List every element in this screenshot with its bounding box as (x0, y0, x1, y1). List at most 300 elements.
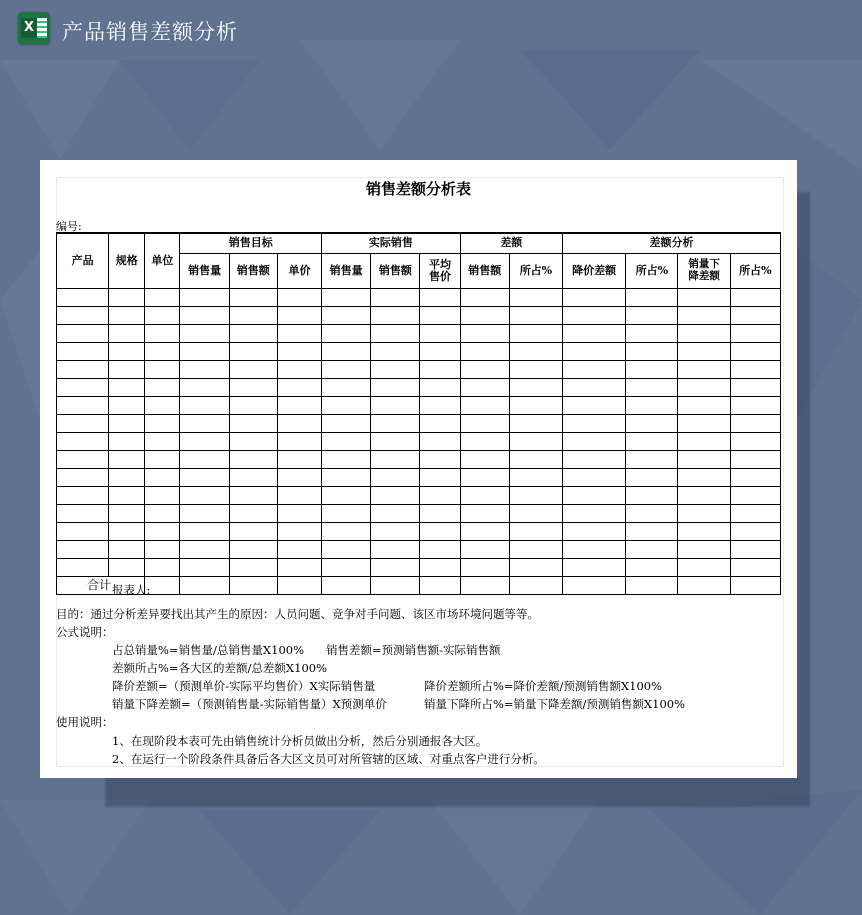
table-cell (145, 523, 180, 541)
table-cell (277, 325, 321, 343)
table-cell (145, 289, 180, 307)
table-row (57, 325, 781, 343)
table-cell (109, 343, 145, 361)
table-cell (678, 361, 730, 379)
table-cell (145, 541, 180, 559)
table-cell (229, 577, 277, 595)
table-cell (460, 361, 509, 379)
table-cell (509, 469, 562, 487)
table-cell (229, 325, 277, 343)
table-cell (626, 379, 678, 397)
table-cell (509, 307, 562, 325)
table-cell (229, 451, 277, 469)
table-cell (460, 451, 509, 469)
table-cell (322, 343, 371, 361)
usage-line: 2、在运行一个阶段条件具备后各大区文员可对所管辖的区域、对重点客户进行分析。 (112, 752, 545, 766)
table-cell (420, 559, 460, 577)
table-cell (420, 289, 460, 307)
table-cell (277, 505, 321, 523)
table-cell (626, 397, 678, 415)
sales-variance-table (56, 232, 781, 595)
table-cell (371, 505, 420, 523)
table-cell (509, 343, 562, 361)
table-cell (371, 487, 420, 505)
table-cell (57, 397, 109, 415)
table-cell (678, 487, 730, 505)
table-cell (460, 343, 509, 361)
table-cell (277, 415, 321, 433)
table-cell (109, 523, 145, 541)
table-cell (678, 289, 730, 307)
table-cell (460, 289, 509, 307)
table-cell (420, 487, 460, 505)
table-cell (509, 397, 562, 415)
table-cell (371, 577, 420, 595)
table-cell (109, 541, 145, 559)
table-cell (109, 433, 145, 451)
table-cell (180, 469, 229, 487)
table-row (57, 541, 781, 559)
table-cell (145, 487, 180, 505)
table-cell (730, 325, 780, 343)
table-cell (420, 343, 460, 361)
table-cell (371, 433, 420, 451)
table-cell (57, 451, 109, 469)
table-cell (730, 415, 780, 433)
table-cell (626, 325, 678, 343)
table-cell (180, 505, 229, 523)
table-cell (180, 325, 229, 343)
table-cell (57, 559, 109, 577)
table-cell (229, 505, 277, 523)
table-cell (420, 451, 460, 469)
table-cell (509, 379, 562, 397)
total-row (57, 577, 781, 595)
table-cell (180, 433, 229, 451)
table-row (57, 361, 781, 379)
table-cell (109, 379, 145, 397)
table-cell (180, 397, 229, 415)
table-cell (322, 451, 371, 469)
table-cell (678, 433, 730, 451)
table-cell (626, 487, 678, 505)
table-cell (229, 487, 277, 505)
col-header: 单价 (277, 254, 321, 289)
table-cell (371, 415, 420, 433)
table-cell (626, 559, 678, 577)
table-cell (145, 415, 180, 433)
table-cell (730, 307, 780, 325)
table-row (57, 415, 781, 433)
table-cell (145, 559, 180, 577)
table-cell (322, 433, 371, 451)
table-cell (730, 451, 780, 469)
table-cell (509, 487, 562, 505)
table-cell (678, 559, 730, 577)
table-cell (371, 325, 420, 343)
table-row (57, 559, 781, 577)
table-cell (57, 325, 109, 343)
table-cell (678, 541, 730, 559)
table-cell (277, 289, 321, 307)
table-cell (678, 397, 730, 415)
table-row (57, 433, 781, 451)
usage-heading: 使用说明： (56, 715, 114, 729)
table-cell (626, 451, 678, 469)
usage-line: 1、在现阶段本表可先由销售统计分析员做出分析，然后分别通报各大区。 (112, 734, 488, 748)
table-cell (678, 307, 730, 325)
table-cell (180, 487, 229, 505)
table-row (57, 523, 781, 541)
table-cell (109, 451, 145, 469)
group-header: 实际销售 (322, 233, 461, 254)
table-cell (109, 361, 145, 379)
table-cell (509, 523, 562, 541)
table-cell (57, 505, 109, 523)
table-cell (730, 505, 780, 523)
table-cell (145, 451, 180, 469)
table-cell (563, 397, 626, 415)
table-cell (322, 469, 371, 487)
table-cell (229, 289, 277, 307)
table-row (57, 451, 781, 469)
table-cell (277, 397, 321, 415)
table-cell (460, 523, 509, 541)
table-cell (180, 577, 229, 595)
table-cell (420, 523, 460, 541)
table-cell (509, 505, 562, 523)
table-cell (460, 559, 509, 577)
table-cell (563, 541, 626, 559)
table-cell (322, 577, 371, 595)
table-cell (145, 397, 180, 415)
table-cell (322, 289, 371, 307)
table-cell (322, 415, 371, 433)
table-cell (145, 361, 180, 379)
table-cell (460, 505, 509, 523)
table-cell (277, 451, 321, 469)
table-row (57, 379, 781, 397)
table-cell (563, 469, 626, 487)
table-cell (371, 523, 420, 541)
table-cell (109, 469, 145, 487)
table-cell (626, 343, 678, 361)
table-cell (277, 433, 321, 451)
table-cell (277, 541, 321, 559)
table-cell (730, 289, 780, 307)
table-cell (229, 361, 277, 379)
table-cell (420, 415, 460, 433)
col-header: 销售额 (229, 254, 277, 289)
table-cell (626, 289, 678, 307)
table-cell (626, 433, 678, 451)
formula-line: 降价差额=（预测单价-实际平均售价）X实际销售量 (112, 679, 376, 693)
table-cell (57, 469, 109, 487)
col-header: 销售量 (180, 254, 229, 289)
table-cell (322, 307, 371, 325)
table-body (57, 289, 781, 577)
table-cell (626, 577, 678, 595)
table-cell (509, 433, 562, 451)
formula-line: 降价差额所占%=降价差额/预测销售额X100% (424, 679, 662, 693)
table-cell (678, 577, 730, 595)
col-header: 销售额 (371, 254, 420, 289)
table-cell (730, 523, 780, 541)
table-cell (420, 397, 460, 415)
table-cell (730, 487, 780, 505)
table-cell (509, 415, 562, 433)
table-cell (678, 469, 730, 487)
table-cell (420, 361, 460, 379)
table-row (57, 397, 781, 415)
document-title: 销售差额分析表 (365, 180, 471, 198)
table-cell (460, 541, 509, 559)
table-cell (109, 325, 145, 343)
table-cell (229, 379, 277, 397)
table-cell (730, 433, 780, 451)
table-cell (109, 559, 145, 577)
table-row (57, 307, 781, 325)
purpose-text: 目的：通过分析差异要找出其产生的原因：人员问题、竞争对手问题、该区市场环境问题等等。 (56, 607, 539, 621)
table-cell (371, 379, 420, 397)
table-cell (322, 487, 371, 505)
table-cell (730, 559, 780, 577)
table-cell (180, 559, 229, 577)
table-cell (371, 361, 420, 379)
table-cell (563, 307, 626, 325)
table-cell (322, 397, 371, 415)
total-label: 合计 (57, 577, 145, 595)
table-cell (371, 307, 420, 325)
table-cell (678, 379, 730, 397)
table-cell (180, 343, 229, 361)
table-cell (563, 451, 626, 469)
table-cell (57, 433, 109, 451)
table-cell (322, 541, 371, 559)
table-cell (145, 307, 180, 325)
table-cell (145, 325, 180, 343)
table-cell (57, 487, 109, 505)
col-header: 销售额 (460, 254, 509, 289)
table-cell (460, 415, 509, 433)
table-cell (277, 361, 321, 379)
table-cell (229, 307, 277, 325)
table-cell (145, 343, 180, 361)
table-cell (563, 343, 626, 361)
table-cell (277, 469, 321, 487)
table-cell (730, 469, 780, 487)
table-cell (626, 523, 678, 541)
table-cell (322, 325, 371, 343)
table-cell (229, 433, 277, 451)
table-cell (57, 343, 109, 361)
table-cell (277, 343, 321, 361)
table-cell (322, 505, 371, 523)
table-cell (277, 379, 321, 397)
table-cell (109, 289, 145, 307)
table-cell (229, 415, 277, 433)
table-cell (109, 397, 145, 415)
table-cell (509, 361, 562, 379)
table-cell (180, 451, 229, 469)
formula-line: 差额所占%=各大区的差额/总差额X100% (112, 661, 328, 675)
table-cell (229, 397, 277, 415)
formula-line: 销售差额=预测销售额-实际销售额 (326, 643, 501, 657)
formula-line: 销量下降所占%=销量下降差额/预测销售额X100% (424, 697, 685, 711)
table-cell (145, 379, 180, 397)
col-header: 降价差额 (563, 254, 626, 289)
table-cell (371, 397, 420, 415)
table-cell (180, 541, 229, 559)
table-cell (460, 487, 509, 505)
table-cell (626, 505, 678, 523)
table-cell (180, 289, 229, 307)
table-cell (57, 379, 109, 397)
table-cell (277, 577, 321, 595)
table-cell (460, 577, 509, 595)
title-bar (0, 0, 862, 60)
table-cell (678, 523, 730, 541)
table-cell (460, 397, 509, 415)
table-cell (277, 523, 321, 541)
table-cell (180, 307, 229, 325)
table-cell (563, 325, 626, 343)
table-cell (509, 577, 562, 595)
table-row (57, 289, 781, 307)
col-header: 所占% (730, 254, 780, 289)
table-cell (563, 559, 626, 577)
table-cell (563, 379, 626, 397)
table-cell (371, 541, 420, 559)
table-cell (460, 469, 509, 487)
table-cell (180, 415, 229, 433)
table-cell (420, 433, 460, 451)
table-cell (180, 379, 229, 397)
table-cell (678, 505, 730, 523)
table-cell (678, 415, 730, 433)
table-cell (509, 559, 562, 577)
col-header: 所占% (509, 254, 562, 289)
table-row (57, 469, 781, 487)
group-header: 销售目标 (180, 233, 322, 254)
formula-line: 占总销量%=销售量/总销售量X100% (112, 643, 305, 657)
table-cell (420, 379, 460, 397)
table-cell (730, 343, 780, 361)
table-cell (563, 505, 626, 523)
table-cell (145, 505, 180, 523)
table-cell (563, 415, 626, 433)
table-row (57, 505, 781, 523)
reporter-label: 报表人: (112, 583, 151, 597)
col-header: 所占% (626, 254, 678, 289)
table-cell (420, 577, 460, 595)
table-cell (420, 505, 460, 523)
table-cell (57, 307, 109, 325)
table-cell (322, 559, 371, 577)
col-header: 销量下降差额 (678, 254, 730, 289)
table-cell (277, 307, 321, 325)
table-cell (180, 361, 229, 379)
table-cell (57, 541, 109, 559)
table-cell (730, 397, 780, 415)
table-cell (277, 487, 321, 505)
table-cell (460, 325, 509, 343)
table-cell (229, 541, 277, 559)
table-cell (322, 379, 371, 397)
table-cell (420, 541, 460, 559)
table-cell (563, 577, 626, 595)
table-cell (229, 559, 277, 577)
table-cell (371, 559, 420, 577)
table-cell (678, 325, 730, 343)
table-cell (371, 469, 420, 487)
table-cell (460, 307, 509, 325)
document-sheet (40, 160, 797, 778)
table-cell (563, 523, 626, 541)
table-cell (626, 361, 678, 379)
table-cell (420, 307, 460, 325)
table-cell (626, 415, 678, 433)
table-cell (626, 541, 678, 559)
table-row (57, 487, 781, 505)
table-cell (57, 415, 109, 433)
col-header: 单位 (145, 233, 180, 289)
table-cell (509, 451, 562, 469)
table-cell (563, 361, 626, 379)
table-cell (180, 523, 229, 541)
table-cell (229, 343, 277, 361)
excel-icon: X (18, 12, 50, 44)
table-cell (563, 433, 626, 451)
table-row (57, 343, 781, 361)
formula-heading: 公式说明： (56, 625, 114, 639)
group-header: 差额 (460, 233, 562, 254)
table-cell (322, 523, 371, 541)
code-label: 编号: (56, 220, 82, 233)
table-cell (509, 541, 562, 559)
table-cell (109, 487, 145, 505)
table-cell (109, 307, 145, 325)
col-header: 平均售价 (420, 254, 460, 289)
table-cell (57, 289, 109, 307)
table-cell (730, 379, 780, 397)
table-cell (371, 451, 420, 469)
table-cell (678, 451, 730, 469)
table-cell (57, 523, 109, 541)
table-cell (509, 325, 562, 343)
table-cell (277, 559, 321, 577)
group-header: 差额分析 (563, 233, 781, 254)
table-cell (322, 361, 371, 379)
table-cell (509, 289, 562, 307)
col-header: 销售量 (322, 254, 371, 289)
table-cell (730, 541, 780, 559)
table-cell (563, 487, 626, 505)
table-cell (730, 361, 780, 379)
table-cell (626, 469, 678, 487)
table-cell (145, 433, 180, 451)
table-cell (460, 379, 509, 397)
table-cell (229, 469, 277, 487)
col-header: 产品 (57, 233, 109, 289)
table-cell (420, 325, 460, 343)
table-cell (563, 289, 626, 307)
table-cell (371, 343, 420, 361)
table-cell (626, 307, 678, 325)
table-cell (145, 469, 180, 487)
table-cell (678, 343, 730, 361)
col-header: 规格 (109, 233, 145, 289)
